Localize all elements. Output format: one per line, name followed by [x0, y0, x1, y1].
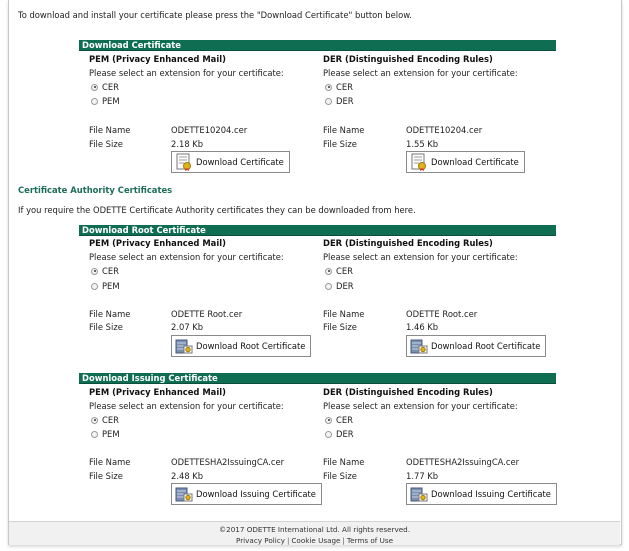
radio-label: DER	[336, 429, 354, 439]
pem-file-name: ODETTESHA2IssuingCA.cer	[171, 457, 285, 467]
file-name-label: File Name	[89, 125, 131, 135]
footer	[9, 521, 620, 545]
radio-icon[interactable]	[91, 84, 98, 91]
server-certificate-icon	[410, 337, 428, 355]
file-name-label: File Name	[323, 309, 365, 319]
server-certificate-icon	[175, 337, 193, 355]
radio-icon[interactable]	[91, 268, 98, 275]
der-title: DER (Distinguished Encoding Rules)	[323, 54, 493, 64]
ca-section-description: If you require the ODETTE Certificate Authority certificates they can be downloaded from here.	[18, 205, 416, 215]
intro-text: To download and install your certificate please press the "Download Certificate" button below.	[18, 10, 412, 20]
button-label: Download Certificate	[196, 157, 284, 167]
server-certificate-icon	[175, 485, 193, 503]
footer-separator: |	[286, 536, 290, 545]
radio-label: DER	[336, 96, 354, 106]
pem-file-size: 2.18 Kb	[171, 139, 204, 149]
radio-icon[interactable]	[325, 431, 332, 438]
radio-label: CER	[336, 266, 353, 276]
radio-label: PEM	[102, 429, 120, 439]
pem-pem-option[interactable]	[91, 96, 120, 106]
panel-header-download-root-certificate: Download Root Certificate	[79, 225, 556, 236]
der-der-option[interactable]	[325, 429, 354, 439]
radio-label: DER	[336, 281, 354, 291]
der-select-label: Please select an extension for your certificate:	[323, 401, 518, 411]
radio-label: PEM	[102, 96, 120, 106]
pem-cer-option[interactable]	[91, 415, 119, 425]
pem-cer-option[interactable]	[91, 82, 119, 92]
button-label: Download Issuing Certificate	[196, 489, 316, 499]
file-name-label: File Name	[89, 309, 131, 319]
certificate-icon	[410, 153, 428, 171]
panel-header-download-certificate: Download Certificate	[79, 40, 556, 51]
footer-copyright: ©2017 ODETTE International Ltd. All rights reserved.	[218, 525, 411, 534]
file-name-label: File Name	[89, 457, 131, 467]
der-der-option[interactable]	[325, 96, 354, 106]
der-der-option[interactable]	[325, 281, 354, 291]
der-cer-option[interactable]	[325, 415, 353, 425]
footer-links	[9, 536, 620, 545]
der-file-size: 1.55 Kb	[406, 139, 439, 149]
radio-icon[interactable]	[91, 431, 98, 438]
pem-select-label: Please select an extension for your certificate:	[89, 68, 284, 78]
pem-file-size: 2.48 Kb	[171, 471, 204, 481]
pem-file-name: ODETTE Root.cer	[171, 309, 243, 319]
pem-select-label: Please select an extension for your certificate:	[89, 252, 284, 262]
file-name-label: File Name	[323, 125, 365, 135]
radio-label: CER	[336, 82, 353, 92]
pem-file-size: 2.07 Kb	[171, 322, 204, 332]
file-size-label: File Size	[323, 139, 357, 149]
certificate-icon	[175, 153, 193, 171]
der-file-size: 1.77 Kb	[406, 471, 439, 481]
privacy-policy-link[interactable]: Privacy Policy	[236, 536, 285, 545]
der-file-name: ODETTESHA2IssuingCA.cer	[406, 457, 520, 467]
pem-select-label: Please select an extension for your certificate:	[89, 401, 284, 411]
download-issuing-certificate-pem-button[interactable]	[171, 483, 322, 505]
pem-file-name: ODETTE10204.cer	[171, 125, 248, 135]
radio-icon[interactable]	[91, 98, 98, 105]
file-size-label: File Size	[323, 322, 357, 332]
file-size-label: File Size	[89, 139, 123, 149]
button-label: Download Root Certificate	[431, 341, 541, 351]
download-root-certificate-pem-button[interactable]	[171, 335, 311, 357]
radio-label: CER	[336, 415, 353, 425]
radio-label: CER	[102, 266, 119, 276]
cookie-usage-link[interactable]: Cookie Usage	[291, 536, 341, 545]
pem-cer-option[interactable]	[91, 266, 119, 276]
der-file-size: 1.46 Kb	[406, 322, 439, 332]
radio-label: PEM	[102, 281, 120, 291]
download-certificate-der-button[interactable]	[406, 151, 525, 173]
der-select-label: Please select an extension for your certificate:	[323, 68, 518, 78]
radio-icon[interactable]	[91, 417, 98, 424]
pem-title: PEM (Privacy Enhanced Mail)	[89, 54, 226, 64]
der-file-name: ODETTE Root.cer	[406, 309, 478, 319]
radio-icon[interactable]	[325, 417, 332, 424]
radio-icon[interactable]	[91, 283, 98, 290]
der-file-name: ODETTE10204.cer	[406, 125, 483, 135]
der-cer-option[interactable]	[325, 82, 353, 92]
file-size-label: File Size	[89, 322, 123, 332]
der-title: DER (Distinguished Encoding Rules)	[323, 238, 493, 248]
radio-icon[interactable]	[325, 268, 332, 275]
download-root-certificate-der-button[interactable]	[406, 335, 546, 357]
server-certificate-icon	[410, 485, 428, 503]
der-cer-option[interactable]	[325, 266, 353, 276]
radio-icon[interactable]	[325, 84, 332, 91]
button-label: Download Issuing Certificate	[431, 489, 551, 499]
terms-of-use-link[interactable]: Terms of Use	[346, 536, 393, 545]
button-label: Download Certificate	[431, 157, 519, 167]
pem-title: PEM (Privacy Enhanced Mail)	[89, 387, 226, 397]
file-name-label: File Name	[323, 457, 365, 467]
download-certificate-pem-button[interactable]	[171, 151, 290, 173]
radio-icon[interactable]	[325, 283, 332, 290]
der-select-label: Please select an extension for your certificate:	[323, 252, 518, 262]
pem-pem-option[interactable]	[91, 281, 120, 291]
radio-icon[interactable]	[325, 98, 332, 105]
file-size-label: File Size	[323, 471, 357, 481]
panel-header-download-issuing-certificate: Download Issuing Certificate	[79, 373, 556, 384]
radio-label: CER	[102, 415, 119, 425]
footer-separator: |	[342, 536, 345, 545]
file-size-label: File Size	[89, 471, 123, 481]
ca-section-title: Certificate Authority Certificates	[18, 185, 173, 195]
download-issuing-certificate-der-button[interactable]	[406, 483, 557, 505]
button-label: Download Root Certificate	[196, 341, 306, 351]
radio-label: CER	[102, 82, 119, 92]
pem-title: PEM (Privacy Enhanced Mail)	[89, 238, 226, 248]
der-title: DER (Distinguished Encoding Rules)	[323, 387, 493, 397]
pem-pem-option[interactable]	[91, 429, 120, 439]
